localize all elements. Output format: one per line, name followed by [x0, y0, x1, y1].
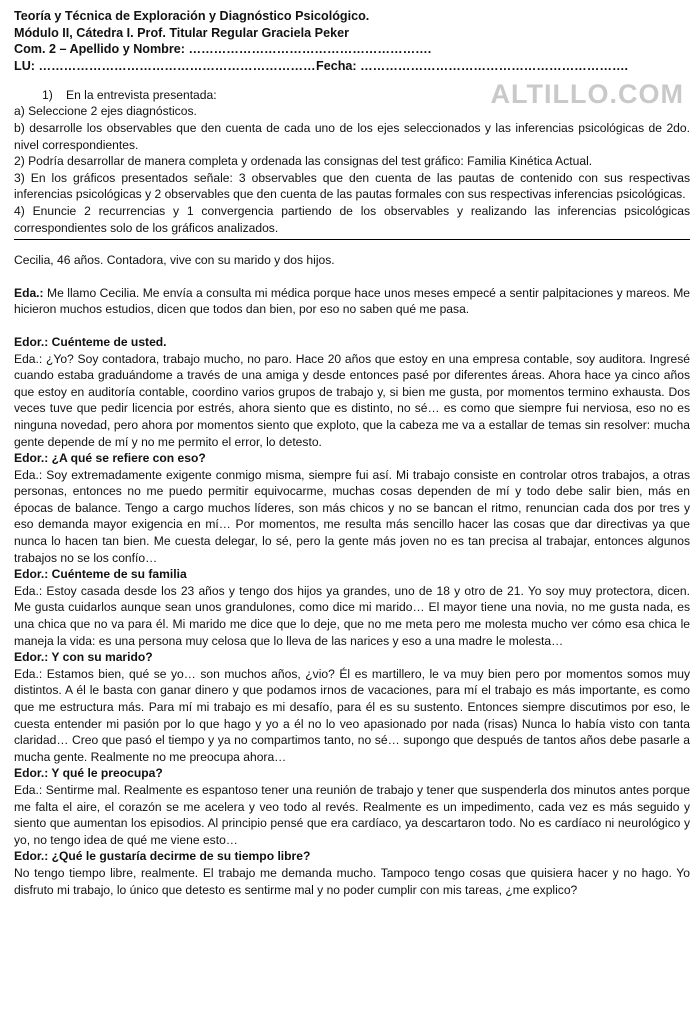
interviewer-question: Edor.: Cuénteme de usted.: [14, 334, 167, 349]
header-course-title: Teoría y Técnica de Exploración y Diagnóstico Psicológico.: [14, 9, 370, 23]
opening-text: Me llamo Cecilia. Me envía a consulta mi médica porque hace unos meses empecé a sentir palpitaciones y mareos. Me hicieron muchos estudios, dicen que todos dan bien, por eso no saben qué me pasa.: [14, 285, 690, 317]
header-lu-field: LU: …………………………………………………………: [14, 59, 316, 74]
interviewer-question: Edor.: Cuénteme de su familia: [14, 567, 187, 582]
speaker-label-eda: Eda.:: [14, 285, 44, 300]
question-1: [14, 79, 690, 109]
interviewer-question: Edor.: Y con su marido?: [14, 650, 153, 665]
interviewer-question: Edor.: Y qué le preocupa?: [14, 766, 163, 781]
header-name-field: Com. 2 – Apellido y Nombre: ………………………………………………….: [14, 42, 432, 57]
question-1a: a) Seleccione 2 ejes diagnósticos.: [14, 104, 197, 119]
watermark-logo: ALTILLO.COM: [490, 79, 684, 109]
question-4: 4) Enuncie 2 recurrencias y 1 convergencia partiendo de los observables y realizando las inferencias psicológicas correspondientes solo de los gráficos analizados.: [14, 203, 690, 235]
question-1-number: 1): [42, 87, 53, 102]
interviewee-answer: Eda.: Estoy casada desde los 23 años y tengo dos hijos ya grandes, uno de 18 y otro de 21. Yo soy muy protectora, dicen. Me gusta cuidarlos aunque sean unos grandulones, como dice mi marido… El mayor tiene una novia, no me gusta nada, es una chica que no va para él. Mi marido me dice que lo deje, que no me meta pero me molesta mucho ver cómo esa chica le maneja la vida: es una persona muy celosa que lo lleva de las narices y eso a una madre le molesta…: [14, 583, 690, 648]
section-divider: [14, 239, 690, 240]
interviewer-question: Edor.: ¿Qué le gustaría decirme de su tiempo libre?: [14, 849, 311, 864]
interview-opening: [14, 285, 690, 318]
interviewer-question: Edor.: ¿A qué se refiere con eso?: [14, 451, 206, 466]
interviewee-answer: Eda.: Sentirme mal. Realmente es espantoso tener una reunión de trabajo y tener que suspenderla dos minutos antes porque me falta el aire, el corazón se me acelera y veo todo al revés. Realmente es un impedimento, cada vez es más seguido y siento que aumentan los episodios. Al principio pensé que era cardíaco, ya descartaron todo. No es cardíaco ni neurológico y yo, no tengo idea de qué me viene esto…: [14, 782, 690, 847]
question-3: 3) En los gráficos presentados señale: 3 observables que den cuenta de las pautas de contenido con sus respectivas inferencias psicológicas y 2 observables que den cuenta de las pautas formales con sus respectivas inferencias psicológicas.: [14, 170, 690, 202]
document-page: [14, 8, 690, 898]
header-module: Módulo II, Cátedra I. Prof. Titular Regular Graciela Peker: [14, 25, 349, 40]
interviewee-answer: Eda.: Estamos bien, qué se yo… son muchos años, ¿vio? Él es martillero, le va muy bien pero por momentos somos muy distintos. A él le basta con ganar dinero y que podamos irnos de vacaciones, para mí el trabajo es más importante, es como que me estructura más. Para mí mi trabajo es mi desafío, para él es su sustento. Entonces siempre discutimos por eso, le cuesta entender mi pasión por lo que hago y yo a él no lo veo apasionado por nada (risas) Nunca lo había visto con tanta claridad… Creo que pasó el tiempo y ya no compartimos tanto, no sé… supongo que después de tantos años debe pasarle a mucha gente. Realmente no me preocupa ahora…: [14, 666, 690, 764]
header-date-field: Fecha: ……………………………………………………….: [316, 59, 629, 74]
interviewee-answer: Eda.: ¿Yo? Soy contadora, trabajo mucho, no paro. Hace 20 años que estoy en una empresa contable, soy auditora. Ingresé cuando estaba graduándome a través de una amiga y desde entonces pasé por diferentes áreas. Ahora hace ya cinco años que estoy en auditoría contable, coordino varios grupos de trabajo y, si bien me gusta, por momentos termino exhausta. Dos veces tuve que pedir licencia por estrés, ahora siento que es distinto, no sé… es como que siempre fui nerviosa, eso no es ninguna novedad, pero ahora por momentos siento que exploto, que la cabeza me va a estallar de temas sin resolver: mucha gente depende de mí y no me permito el error, lo detesto.: [14, 351, 690, 449]
question-2: 2) Podría desarrollar de manera completa y ordenada las consignas del test gráfico: Familia Kinética Actual.: [14, 154, 593, 169]
interviewee-answer: No tengo tiempo libre, realmente. El trabajo me demanda mucho. Tampoco tengo cosas que quisiera hacer y no hago. Yo disfruto mi trabajo, lo único que detesto es sentirme mal y no poder cumplir con mis tareas, ¿me explico?: [14, 865, 690, 897]
interview-intro: Cecilia, 46 años. Contadora, vive con su marido y dos hijos.: [14, 253, 335, 268]
question-1-text: En la entrevista presentada:: [66, 87, 217, 102]
question-1b: b) desarrolle los observables que den cuenta de cada uno de los ejes seleccionados y las inferencias psicológicas de 2do. nivel correspondientes.: [14, 121, 690, 152]
header-lu-date-line: [14, 58, 690, 75]
interviewee-answer: Eda.: Soy extremadamente exigente conmigo misma, siempre fui así. Mi trabajo consiste en controlar otros trabajos, a otras personas, entonces no me puedo permitir equivocarme, muchas cosas dependen de mí y todo debe salir bien, más en épocas de balance. Tengo a cargo muchos líderes, son más chicos y no se bancan el ritmo, renuncian cada dos por tres y eso demanda mayor exigencia en mí… Por momentos, me resulta más sencillo hacer las cosas que dar directivas ya que nunca lo hacen tan bien. Me cuesta delegar, lo sé, pero la gente más joven no es tan precisa al trabajar, entonces algunos trabajos no se los confío…: [14, 467, 690, 565]
